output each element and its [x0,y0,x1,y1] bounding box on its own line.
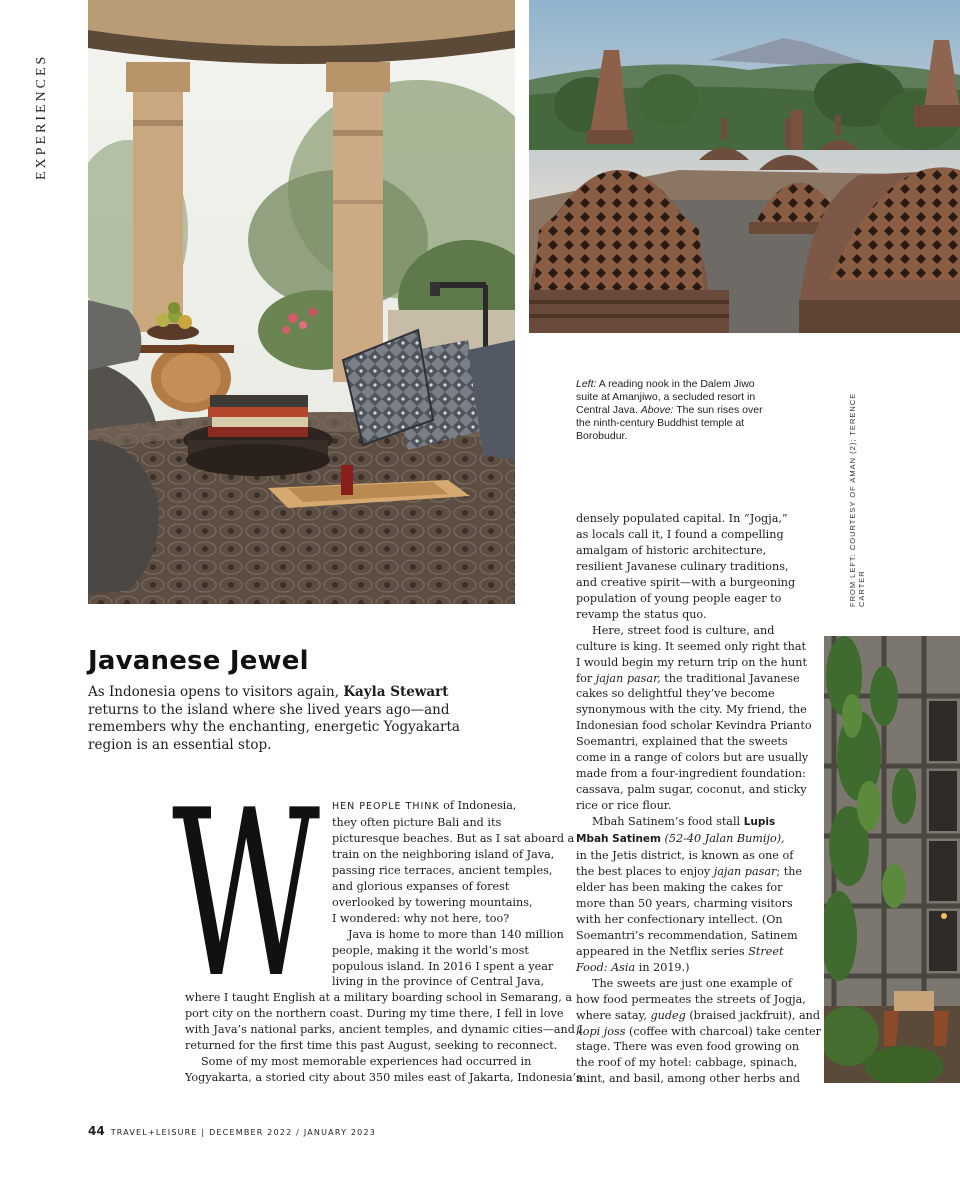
body-line: revamp the status quo. [576,607,707,621]
resort-building-photo [824,636,960,1083]
body-line: appeared in the Netflix series Street [576,944,784,958]
body-line: port city on the northern coast. During my time there, I fell in love [185,1006,564,1020]
article-headline: Javanese Jewel [88,646,309,676]
article-deck [88,684,498,754]
body-line: for jajan pasar, the traditional Javanese [576,671,800,685]
body-line: amalgam of historic architecture, [576,543,767,557]
body-line: Some of my most memorable experiences had occurred in [201,1054,532,1068]
lead-in: HEN PEOPLE THINK [332,801,440,812]
body-line: people, making it the world’s most [332,943,529,957]
body-line: synonymous with the city. My friend, the [576,703,807,717]
body-line: elder has been making the cakes for [576,880,783,894]
body-line: I wondered: why not here, too? [332,911,510,925]
body-line: resilient Javanese culinary traditions, [576,559,789,573]
body-line: Food: Asia in 2019.) [576,960,690,974]
body-line [576,831,804,848]
body-line: with her confectionary intellect. (On [576,912,783,926]
body-line: Yogyakarta, a storied city about 350 miles east of Jakarta, Indonesia’s [185,1070,582,1084]
caption-above-text: The sun rises over the ninth-century Buddhist temple at Borobudur. [576,404,763,442]
body-line: the roof of my hotel: cabbage, spinach, [576,1056,798,1070]
body-line: living in the province of Central Java, [332,975,545,989]
body-line: overlooked by towering mountains, [332,895,533,909]
body-line: cassava, palm sugar, coconut, and sticky [576,783,807,797]
body-line: stage. There was even food growing on [576,1040,800,1054]
body-line: rice or rice flour. [576,799,672,813]
body-line: I would begin my return trip on the hunt [576,655,807,669]
body-line: as locals call it, I found a compelling [576,527,784,541]
venue-address: (52-40 Jalan Bumijo), [660,832,785,846]
publication-line: TRAVEL+LEISURE | DECEMBER 2022 / JANUARY 2023 [110,1128,377,1137]
body-line: the best places to enjoy jajan pasar; the [576,864,803,878]
body-line: mint, and basil, among other herbs and [576,1072,801,1086]
author-name: Kayla Stewart [343,684,449,700]
body-line: population of young people eager to [576,591,782,605]
body-line: Mbah Satinem’s food stall Lupis [592,815,776,829]
body-line: culture is king. It seemed only right that [576,639,806,653]
caption-left-label: Left: [576,378,597,390]
section-label: EXPERIENCES [34,53,49,180]
venue-name: Lupis [743,816,776,829]
body-line: where satay, gudeg (braised jackfruit), and [576,1008,820,1022]
body-line: where I taught English at a military boarding school in Semarang, a [185,991,573,1004]
body-line: with Java’s national parks, ancient temples, and dynamic cities—and I [185,1022,583,1036]
body-line: passing rice terraces, ancient temples, [332,863,553,877]
body-line: more than 50 years, charming visitors [576,896,793,910]
body-line: how food permeates the streets of Jogja, [576,992,806,1006]
body-line: HEN PEOPLE THINK of Indonesia, [332,799,517,812]
borobudur-photo [529,0,960,333]
body-line: Indonesian food scholar Kevindra Prianto [576,719,812,733]
body-column-a-bottom [185,990,583,1086]
body-line: they often picture Bali and its [332,815,502,829]
page-footer [88,1124,376,1138]
photo-caption [576,378,766,443]
body-line: Soemantri’s recommendation, Satinem [576,928,798,942]
body-column-b [576,511,821,1087]
body-line: train on the neighboring island of Java, [332,847,555,861]
body-line: kopi joss (coffee with charcoal) take center [576,1024,821,1038]
body-line: Soemantri, explained that the sweets [576,735,788,749]
body-line: made from a four-ingredient foundation: [576,767,806,781]
body-line: in the Jetis district, is known as one of [576,849,794,863]
deck-text-before: As Indonesia opens to visitors again, [88,684,344,700]
body-line: densely populated capital. In “Jogja,” [576,512,788,525]
body-line: populous island. In 2016 I spent a year [332,959,554,973]
page-number: 44 [88,1124,105,1138]
body-line: and glorious expanses of forest [332,879,510,893]
drop-cap-letter: W [172,772,320,984]
photo-credit: FROM LEFT: COURTESY OF AMAN (2); TERENCE CARTER [848,392,866,607]
caption-left-text: A reading nook in the Dalem Jiwo suite at Amanjiwo, a secluded resort in Central Java. [576,378,756,416]
body-line: picturesque beaches. But as I sat aboard a [332,831,575,845]
body-line: and creative spirit—with a burgeoning [576,575,796,589]
body-column-a-top [332,798,575,990]
body-line: cakes so delightful they’ve become [576,687,775,701]
reading-nook-photo [88,0,515,604]
body-line: returned for the first time this past August, seeking to reconnect. [185,1038,558,1052]
deck-text-after: returns to the island where she lived years ago—and remembers why the enchanting, energetic Yogyakarta region is an essential stop. [88,701,460,753]
body-line: The sweets are just one example of [592,976,792,990]
caption-above-label: Above: [640,404,674,416]
drop-cap [172,772,322,984]
body-line: come in a range of colors but are usually [576,751,809,765]
body-line: Java is home to more than 140 million [348,927,564,941]
venue-name: Mbah Satinem [576,833,661,846]
body-line: Here, street food is culture, and [592,623,775,637]
